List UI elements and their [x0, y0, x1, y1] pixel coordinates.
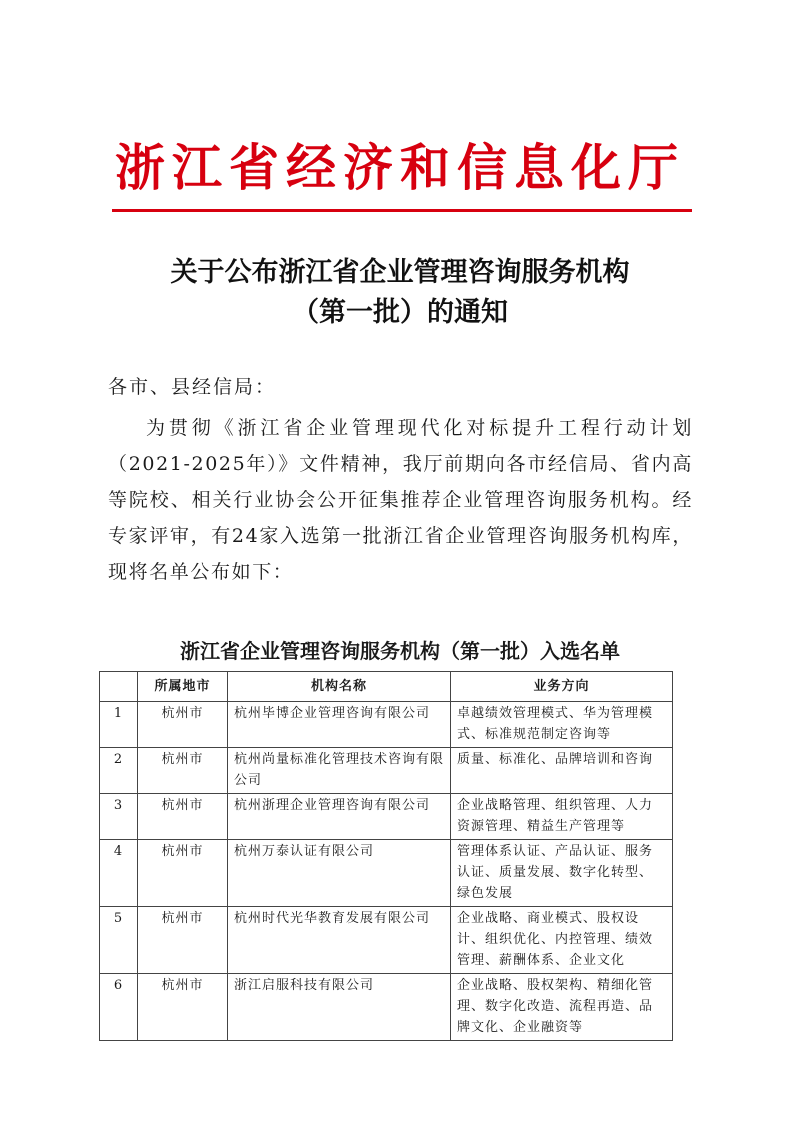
notice-body: 为贯彻《浙江省企业管理现代化对标提升工程行动计划（2021-2025年）》文件精神，我厅前期向各市经信局、省内高等院校、相关行业协会公开征集推荐企业管理咨询服务机构。经专家评审，有24家入选第一批浙江省企业管理咨询服务机构库，现将名单公布如下：: [108, 417, 693, 583]
row-index: 5: [100, 907, 138, 974]
row-business: 管理体系认证、产品认证、服务认证、质量发展、数字化转型、绿色发展: [451, 840, 673, 907]
notice-title-line2: （第一批）的通知: [292, 297, 508, 328]
notice-title: [0, 253, 800, 333]
row-index: 6: [100, 974, 138, 1041]
issuer-masthead: 浙江省经济和信息化厅: [115, 138, 685, 197]
row-business: 企业战略管理、组织管理、人力资源管理、精益生产管理等: [451, 794, 673, 840]
row-business: 企业战略、商业模式、股权设计、组织优化、内控管理、绩效管理、薪酬体系、企业文化: [451, 907, 673, 974]
row-name: 杭州时代光华教育发展有限公司: [228, 907, 451, 974]
table-header-row: [100, 672, 673, 702]
row-name: 浙江启服科技有限公司: [228, 974, 451, 1041]
header-name: 机构名称: [228, 672, 451, 702]
table-row: [100, 907, 673, 974]
table-row: [100, 702, 673, 748]
row-city: 杭州市: [138, 974, 228, 1041]
row-city: 杭州市: [138, 748, 228, 794]
header-index: [100, 672, 138, 702]
masthead-red-rule: [112, 209, 692, 212]
table-row: [100, 840, 673, 907]
row-name: 杭州万泰认证有限公司: [228, 840, 451, 907]
header-business: 业务方向: [451, 672, 673, 702]
row-index: 1: [100, 702, 138, 748]
row-index: 3: [100, 794, 138, 840]
row-city: 杭州市: [138, 794, 228, 840]
institution-table: [99, 671, 673, 1041]
row-city: 杭州市: [138, 840, 228, 907]
row-city: 杭州市: [138, 907, 228, 974]
table-title: 浙江省企业管理咨询服务机构（第一批）入选名单: [180, 639, 620, 663]
row-index: 2: [100, 748, 138, 794]
salutation: 各市、县经信局：: [108, 376, 277, 398]
table-row: [100, 974, 673, 1041]
notice-title-line1: 关于公布浙江省企业管理咨询服务机构: [170, 257, 630, 288]
row-name: 杭州毕博企业管理咨询有限公司: [228, 702, 451, 748]
row-business: 卓越绩效管理模式、华为管理模式、标准规范制定咨询等: [451, 702, 673, 748]
row-name: 杭州浙理企业管理咨询有限公司: [228, 794, 451, 840]
row-business: 企业战略、股权架构、精细化管理、数字化改造、流程再造、品牌文化、企业融资等: [451, 974, 673, 1041]
row-business: 质量、标准化、品牌培训和咨询: [451, 748, 673, 794]
table-row: [100, 794, 673, 840]
row-name: 杭州尚量标准化管理技术咨询有限公司: [228, 748, 451, 794]
header-city: 所属地市: [138, 672, 228, 702]
row-city: 杭州市: [138, 702, 228, 748]
row-index: 4: [100, 840, 138, 907]
table-row: [100, 748, 673, 794]
